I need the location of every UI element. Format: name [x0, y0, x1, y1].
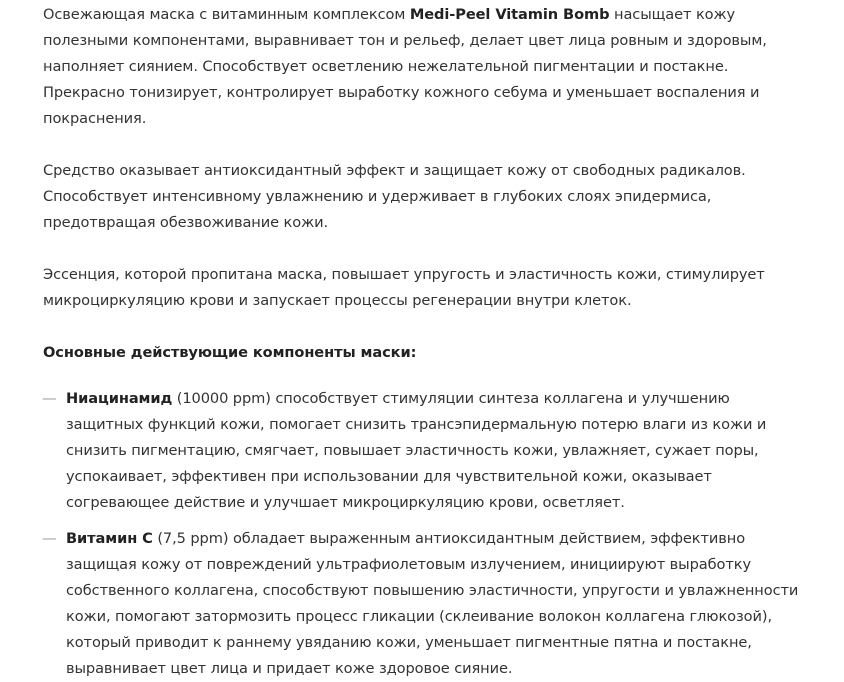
- dash-bullet: —: [42, 530, 57, 547]
- intro-paragraph-2: Средство оказывает антиоксидантный эффект и защищает кожу от свободных радикалов. Способствует интенсивному увлажнению и удерживает в глубоких слоях эпидермиса, предотвращая обезвоживание кожи.: [43, 162, 746, 231]
- dash-bullet: —: [42, 390, 57, 407]
- list-item: [43, 386, 803, 516]
- intro-text-after: насыщает кожу полезными компонентами, выравнивает тон и рельеф, делает цвет лица ровным и здоровым, наполняет сиянием. Способствует осветлению нежелательной пигментации и постакне. Прекрасно тонизирует, контролирует выработку кожного себума и уменьшает воспаления и покраснения.: [43, 6, 767, 127]
- intro-text-before: Освежающая маска с витаминным комплексом: [43, 6, 410, 23]
- components-list: [43, 386, 803, 682]
- component-description: (10000 ppm) способствует стимуляции синтеза коллагена и улучшению защитных функций кожи, помогает снизить трансэпидермальную потерю влаги из кожи и снизить пигментацию, смягчает, повышает эластичность кожи, увлажняет, сужает поры, успокаивает, эффективен при использовании для чувствительной кожи, оказывает согревающее действие и улучшает микроциркуляцию крови, осветляет.: [66, 390, 767, 511]
- list-item: [43, 526, 803, 682]
- intro-paragraph-1: [43, 2, 803, 132]
- components-heading: Основные действующие компоненты маски:: [43, 344, 417, 361]
- component-description: (7,5 ppm) обладает выраженным антиоксидантным действием, эффективно защищая кожу от повреждений ультрафиолетовым излучением, инициируют выработку собственного коллагена, способствуют повышению эластичности, упругости и увлажненности кожи, помогают затормозить процесс гликации (склеивание волокон коллагена глюкозой), который приводит к раннему увяданию кожи, уменьшает пигментные пятна и постакне, выравнивает цвет лица и придает коже здоровое сияние.: [66, 530, 799, 677]
- brand-name: Medi-Peel Vitamin Bomb: [409, 6, 610, 23]
- component-name: Ниацинамид: [66, 390, 173, 407]
- intro-paragraph-3: Эссенция, которой пропитана маска, повышает упругость и эластичность кожи, стимулирует микроциркуляцию крови и запускает процессы регенерации внутри клеток.: [43, 266, 765, 309]
- component-name: Витамин С: [66, 530, 153, 547]
